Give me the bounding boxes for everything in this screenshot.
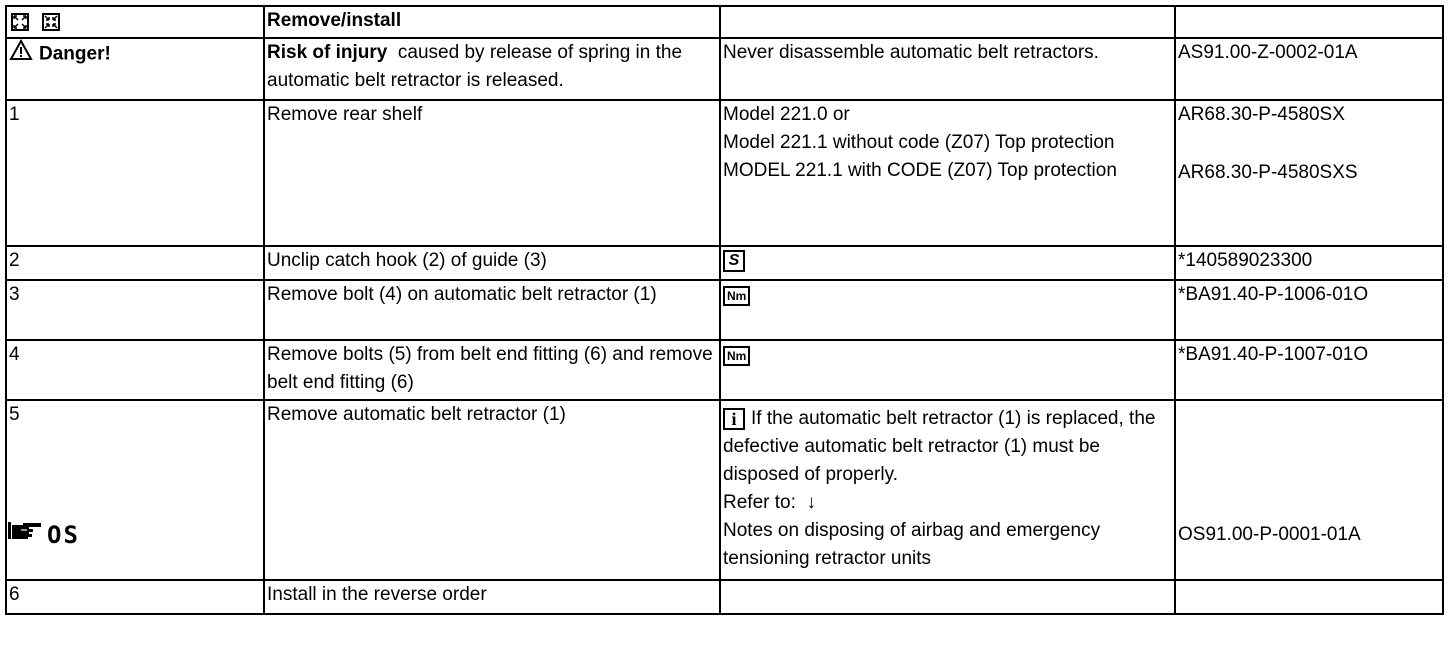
risk-heading: Risk of injury [267,42,388,63]
header-empty-cell-3 [720,6,1175,38]
step-note: Model 221.0 or [723,104,850,125]
step-notes-cell [720,246,1175,280]
danger-row [6,38,1443,100]
step-action-cell [264,580,720,614]
step-notes-cell [720,580,1175,614]
step-notes-cell [720,280,1175,340]
header-title-cell [264,6,720,38]
step-action-cell [264,280,720,340]
step-number-cell [6,100,264,246]
step-number: 2 [9,250,20,271]
step-number: 1 [9,104,20,125]
info-note [723,405,1172,489]
special-tool-icon[interactable]: S [723,250,745,272]
step-action-cell [264,246,720,280]
step-ref-cell [1175,340,1443,400]
step-row [6,400,1443,580]
step-ref-cell [1175,246,1443,280]
torque-nm-icon[interactable]: Nm [723,286,750,306]
step-action: Remove rear shelf [267,104,423,125]
procedure-table [5,5,1444,615]
step-number: 4 [9,344,20,365]
step-action: Remove bolt (4) on automatic belt retractor (1) [267,284,657,305]
step-number: 3 [9,284,20,305]
step-action: Remove bolts (5) from belt end fitting (6) and remove belt end fitting (6) [267,344,713,393]
header-icons-cell [6,6,264,38]
step-notes-cell [720,400,1175,580]
step-note: Model 221.1 without code (Z07) Top protection [723,132,1115,153]
step-row [6,100,1443,246]
step-number-cell [6,246,264,280]
danger-note: Never disassemble automatic belt retractors. [723,42,1099,63]
step-action: Unclip catch hook (2) of guide (3) [267,250,547,271]
header-empty-cell-4 [1175,6,1443,38]
step-notes-cell [720,100,1175,246]
step-action: Remove automatic belt retractor (1) [267,404,566,425]
os-marker[interactable] [7,519,80,550]
step-number-cell [6,280,264,340]
expand-icon[interactable] [11,13,29,31]
pointing-hand-icon [7,519,43,550]
step-ref-link[interactable]: AR68.30-P-4580SX [1178,104,1345,125]
step-ref-cell [1175,280,1443,340]
danger-risk-cell [264,38,720,100]
step-note: MODEL 221.1 with CODE (Z07) Top protection [723,160,1117,181]
section-title: Remove/install [267,10,402,31]
step-ref-link[interactable]: *140589023300 [1178,250,1313,271]
step-ref-cell [1175,580,1443,614]
info-text: If the automatic belt retractor (1) is replaced, the defective automatic belt retractor (1) must be disposed of properly. [723,408,1156,485]
spacer [1178,129,1440,159]
risk-text: caused by release of spring in the automatic belt retractor is released. [267,42,683,91]
step-ref-link[interactable]: *BA91.40-P-1006-01O [1178,284,1369,305]
header-row [6,6,1443,38]
info-icon: i [723,408,745,430]
torque-nm-icon[interactable]: Nm [723,346,750,366]
step-number-cell [6,400,264,580]
step-action-cell [264,100,720,246]
collapse-icon[interactable] [42,13,60,31]
disposal-note: Notes on disposing of airbag and emergency tensioning retractor units [723,520,1101,569]
danger-ref-link[interactable]: AS91.00-Z-0002-01A [1178,42,1358,63]
step-ref-cell [1175,100,1443,246]
danger-label-cell [6,38,264,100]
danger-ref-cell [1175,38,1443,100]
step-ref-link[interactable]: *BA91.40-P-1007-01O [1178,344,1369,365]
step-row [6,580,1443,614]
step-number: 5 [9,404,20,425]
step-notes-cell [720,340,1175,400]
step-number-cell [6,580,264,614]
danger-label: Danger! [39,43,111,65]
step-row [6,280,1443,340]
step-action-cell [264,340,720,400]
step-number-cell [6,340,264,400]
step-action-cell [264,400,720,580]
step-action: Install in the reverse order [267,584,487,605]
os-label: OS [47,520,80,549]
refer-to-line [723,489,1172,517]
step-number: 6 [9,584,20,605]
step-row [6,340,1443,400]
step-row [6,246,1443,280]
step-ref-cell [1175,400,1443,580]
step-ref-link[interactable]: OS91.00-P-0001-01A [1178,524,1361,545]
step-ref-link[interactable]: AR68.30-P-4580SXS [1178,162,1358,183]
refer-to-label: Refer to: [723,492,796,513]
spacer [1178,401,1440,521]
arrow-down-icon: ↓ [806,492,816,513]
warning-triangle-icon [9,39,33,70]
danger-note-cell [720,38,1175,100]
